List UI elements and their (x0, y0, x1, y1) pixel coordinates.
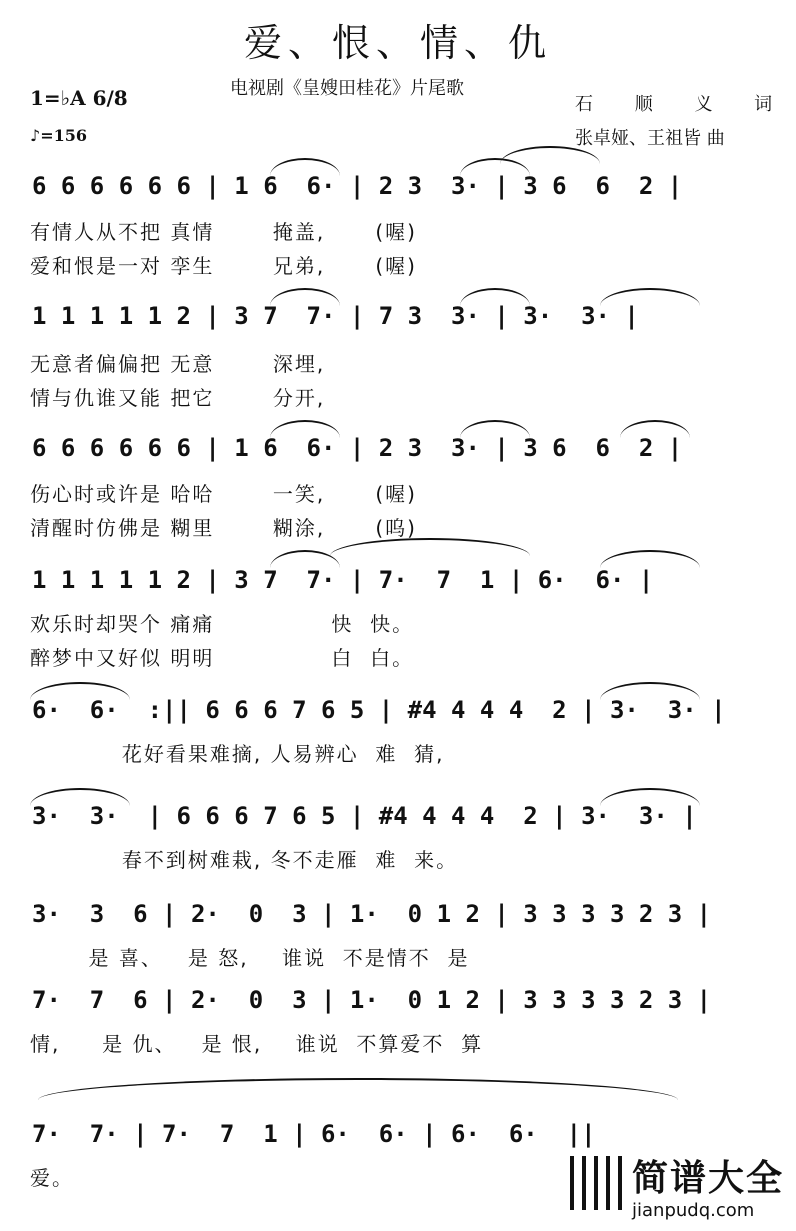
composer-credit: 张卓娅、王祖皆 曲 (575, 128, 725, 149)
lyric-verse-2: 爱和恨是一对 孪生 兄弟, (喔) (30, 254, 417, 278)
lyric-verse-1: 欢乐时却哭个 痛痛 快 快。 (30, 612, 415, 636)
key-signature: 1=♭A 6/8 (30, 86, 128, 110)
lyric-line: 花好看果难摘, 人易辨心 难 猜, (30, 742, 445, 766)
lyric-line: 情, 是 仇、 是 恨, 谁说 不算爱不 算 (30, 1032, 484, 1056)
slur-arc (600, 550, 700, 568)
notation-line: 3· 3 6 | 2· 0 3 | 1· 0 1 2 | 3 3 3 3 2 3 | (32, 900, 712, 928)
lyric-line: 春不到树难栽, 冬不走雁 难 来。 (30, 848, 459, 872)
notation-line: 7· 7 6 | 2· 0 3 | 1· 0 1 2 | 3 3 3 3 2 3 | (32, 986, 712, 1014)
notation-line: 1 1 1 1 1 2 | 3 7 7· | 7 3 3· | 3· 3· | (32, 302, 639, 330)
notation-line: 6 6 6 6 6 6 | 1 6 6· | 2 3 3· | 3 6 6 2 | (32, 434, 683, 462)
lyricist-credit: 石 顺 义 词 (575, 94, 791, 115)
notation-line: 7· 7· | 7· 7 1 | 6· 6· | 6· 6· || (32, 1120, 596, 1148)
song-subtitle: 电视剧《皇嫂田桂花》片尾歌 (230, 78, 464, 99)
lyric-verse-1: 无意者偏偏把 无意 深埋, (30, 352, 326, 376)
lyric-verse-2: 醉梦中又好似 明明 白 白。 (30, 646, 415, 670)
lyric-verse-1: 伤心时或许是 哈哈 一笑, (喔) (30, 482, 417, 506)
lyric-line: 爱。 (30, 1166, 74, 1190)
notation-line: 3· 3· | 6 6 6 7 6 5 | #4 4 4 4 2 | 3· 3· | (32, 802, 697, 830)
piano-icon (570, 1156, 622, 1210)
slur-arc (600, 288, 700, 306)
logo-text: 简谱大全 (632, 1158, 785, 1199)
slur-arc (270, 158, 340, 176)
lyric-line: 是 喜、 是 怒, 谁说 不是情不 是 (30, 946, 470, 970)
slur-arc (270, 288, 340, 306)
song-title: 爱、恨、情、仇 (243, 21, 552, 65)
slur-arc (620, 420, 690, 438)
lyric-verse-1: 有情人从不把 真情 掩盖, (喔) (30, 220, 417, 244)
tempo-marking: ♪=156 (30, 126, 88, 145)
slur-arc (270, 420, 340, 438)
notation-line: 6 6 6 6 6 6 | 1 6 6· | 2 3 3· | 3 6 6 2 | (32, 172, 683, 200)
slur-arc (30, 682, 130, 700)
logo-url: jianpudq.com (632, 1200, 755, 1221)
notation-line: 6· 6· :|| 6 6 6 7 6 5 | #4 4 4 4 2 | 3· 3· | (32, 696, 726, 724)
site-logo (560, 1150, 796, 1231)
notation-line: 1 1 1 1 1 2 | 3 7 7· | 7· 7 1 | 6· 6· | (32, 566, 654, 594)
slur-arc (600, 788, 700, 806)
lyric-verse-2: 清醒时仿佛是 糊里 糊涂, (呜) (30, 516, 417, 540)
slur-arc (30, 788, 130, 806)
slur-arc (600, 682, 700, 700)
lyric-verse-2: 情与仇谁又能 把它 分开, (30, 386, 326, 410)
slur-arc (270, 550, 340, 568)
slur-arc (460, 420, 530, 438)
slur-arc (460, 288, 530, 306)
tie-arc (38, 1078, 678, 1100)
